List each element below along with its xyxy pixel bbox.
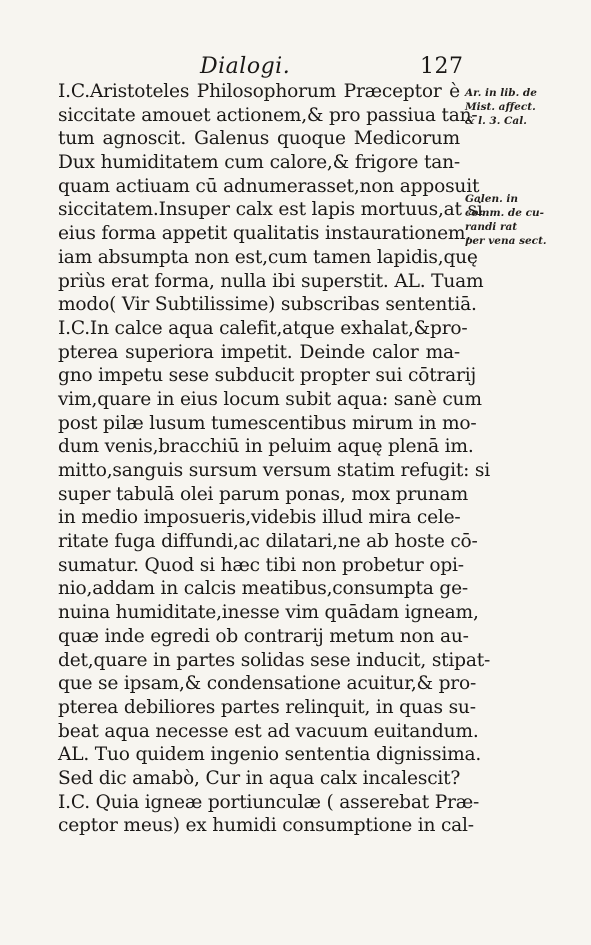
text-line: eius forma appetit qualitatis instaurationem, [58,223,472,245]
margin-note-line: Galen. in [465,193,519,205]
margin-note-line: comm. de cu- [465,207,544,219]
margin-note-galen [465,192,575,248]
text-line: det,quare in partes solidas sese inducit, stipat- [58,649,491,671]
text-line: Sed dic amabò, Cur in aqua calx incalescit? [58,767,461,789]
text-line: post pilæ lusum tumescentibus mirum in mo- [58,412,477,434]
text-line: AL. Tuo quidem ingenio sententia dignissima. [58,744,482,766]
text-line: iam absumpta non est,cum tamen lapidis,quę [58,246,478,268]
text-line: que se ipsam,& condensatione acuitur,& pro- [58,673,477,695]
text-line: nuina humiditate,inesse vim quādam igneam, [58,602,479,624]
text-line: I.C. Quia igneæ portiunculæ ( asserebat Præ- [58,791,480,813]
text-line: siccitate amouet actionem,& pro passiua tan- [58,104,478,126]
page-number: 127 [420,54,464,79]
text-line: ritate fuga diffundi,ac dilatari,ne ab hoste cō- [58,531,478,553]
margin-note-line: Ar. in lib. de [465,87,537,99]
text-line: super tabulā olei parum ponas, mox prunam [58,483,468,505]
text-line: gno impetu sese subducit propter sui cōtrarij [58,365,477,387]
text-line: dum venis,bracchiū in peluim aquę plenā im. [58,436,474,458]
margin-note-aristotle [465,86,575,128]
body-text [58,80,491,838]
text-line: siccitatem.Insuper calx est lapis mortuus,at si [58,199,483,221]
text-line: pterea superiora impetit. Deinde calor ma- [58,341,460,363]
text-line: pterea debiliores partes relinquit, in quas su- [58,696,476,718]
margin-note-line: Mist. affect. [465,101,536,113]
text-line: I.C.Aristoteles Philosophorum Præceptor è [58,81,460,102]
text-line: priùs erat forma, nulla ibi superstit. AL. Tuam [58,270,484,292]
text-line: ceptor meus) ex humidi consumptione in cal- [58,815,474,837]
text-line: mitto,sanguis sursum versum statim refugit: si [58,460,491,481]
text-line: quæ inde egredi ob contrarij metum non au- [58,625,469,647]
margin-note-line: per vena sect. [465,235,547,247]
page-header [0,52,591,82]
text-line: sumatur. Quod si hæc tibi non probetur opi- [58,554,464,576]
text-line: I.C.In calce aqua calefit,atque exhalat,&pro- [58,317,468,339]
text-line: modo( Vir Subtilissime) subscribas sententiā. [58,294,477,316]
running-title: Dialogi. [200,54,291,79]
text-line: Dux humiditatem cum calore,& frigore tan- [58,152,460,174]
text-line: quam actiuam cū adnumerasset,non apposuit [58,175,480,197]
margin-note-line: randi rat [465,221,518,233]
text-line: in medio imposueris,videbis illud mira cele- [58,507,461,529]
text-line: nio,addam in calcis meatibus,consumpta ge- [58,578,468,600]
text-line: beat aqua necesse est ad vacuum euitandum. [58,720,479,742]
text-line: tum agnoscit. Galenus quoque Medicorum [58,128,460,150]
text-line: vim,quare in eius locum subit aqua: sanè cum [58,388,482,410]
margin-note-line: & l. 3. Cal. [465,115,527,127]
